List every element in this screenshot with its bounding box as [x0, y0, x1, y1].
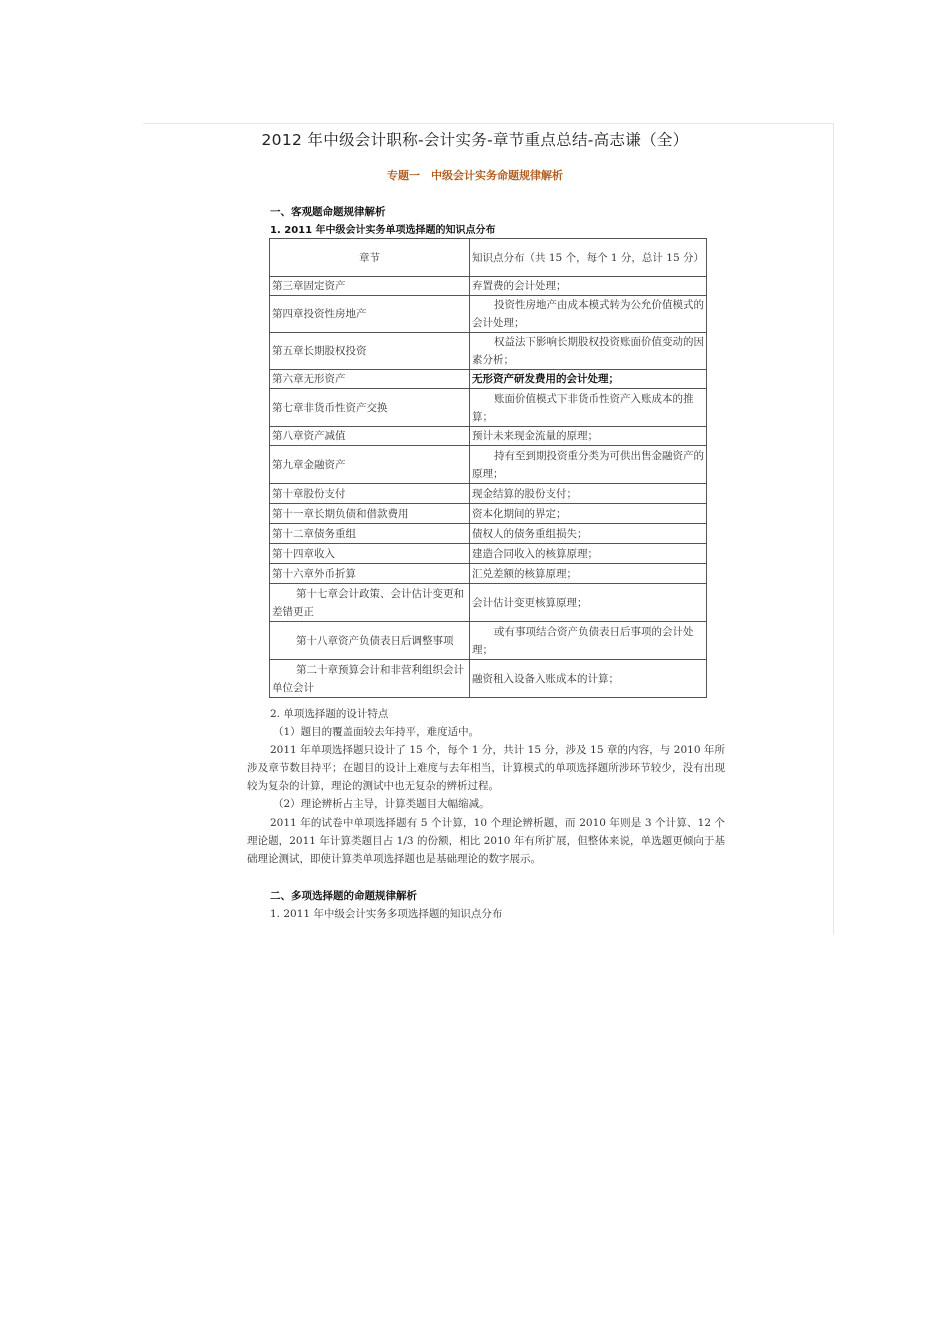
table-cell-chapter: 第十一章长期负债和借款费用	[270, 504, 470, 524]
table-cell-point: 融资租入设备入账成本的计算；	[470, 660, 707, 698]
table-row	[270, 484, 707, 504]
table-cell-chapter: 第七章非货币性资产交换	[270, 389, 470, 427]
table-cell-chapter: 第十六章外币折算	[270, 564, 470, 584]
subsection-heading-distribution: 1. 2011 年中级会计实务单项选择题的知识点分布	[270, 225, 496, 236]
table-cell-point: 债权人的债务重组损失；	[470, 524, 707, 544]
table-cell-point: 投资性房地产由成本模式转为公允价值模式的会计处理；	[470, 296, 707, 333]
table-row	[270, 544, 707, 564]
table-cell-point: 会计估计变更核算原理；	[470, 584, 707, 622]
design-point-1: （1）题目的覆盖面较去年持平，难度适中。	[273, 726, 480, 738]
table-cell-point: 资本化期间的界定；	[470, 504, 707, 524]
table-cell-chapter: 第十二章债务重组	[270, 524, 470, 544]
document-title: 2012 年中级会计职称-会计实务-章节重点总结-高志谦（全）	[261, 131, 689, 149]
table-row	[270, 660, 707, 698]
table-cell-chapter: 第五章长期股权投资	[270, 333, 470, 370]
table-cell-point: 权益法下影响长期股权投资账面价值变动的因素分析；	[470, 333, 707, 370]
table-row	[270, 333, 707, 370]
table-cell-chapter: 第九章金融资产	[270, 446, 470, 484]
table-cell-point: 建造合同收入的核算原理；	[470, 544, 707, 564]
table-cell-chapter: 第十四章收入	[270, 544, 470, 564]
table-cell-chapter: 第四章投资性房地产	[270, 296, 470, 333]
table-cell-chapter: 第八章资产减值	[270, 427, 470, 446]
table-row	[270, 446, 707, 484]
table-cell-point: 持有至到期投资重分类为可供出售金融资产的原理；	[470, 446, 707, 484]
table-row	[270, 504, 707, 524]
table-cell-point: 汇兑差额的核算原理；	[470, 564, 707, 584]
table-row	[270, 296, 707, 333]
table-cell-chapter: 第十七章会计政策、会计估计变更和差错更正	[270, 584, 470, 622]
table-header-row	[270, 239, 707, 277]
table-cell-point: 账面价值模式下非货币性资产入账成本的推算；	[470, 389, 707, 427]
subsection-heading-design: 2. 单项选择题的设计特点	[270, 708, 389, 720]
table-row	[270, 584, 707, 622]
table-row	[270, 277, 707, 296]
table-cell-chapter: 第十八章资产负债表日后调整事项	[270, 622, 470, 660]
table-header-chapter: 章节	[270, 239, 470, 277]
paragraph-2: 2011 年的试卷中单项选择题有 5 个计算，10 个理论辨析题，而 2010 年则是 3 个计算、12 个理论题，2011 年计算类题目占 1/3 的份额，相比 2010 年有所扩展，但整体来说，单选题更倾向于基础理论测试，即使计算类单项选择题也是基础理论的数字展示。	[247, 817, 725, 865]
design-point-2: （2）理论辨析占主导，计算类题目大幅缩减。	[273, 798, 490, 810]
subsection-heading-multiple-distribution: 1. 2011 年中级会计实务多项选择题的知识点分布	[270, 908, 503, 920]
table-cell-point: 弃置费的会计处理；	[470, 277, 707, 296]
table-cell-chapter: 第六章无形资产	[270, 370, 470, 389]
table-row	[270, 622, 707, 660]
table-cell-point: 现金结算的股份支付；	[470, 484, 707, 504]
table-cell-chapter: 第十章股份支付	[270, 484, 470, 504]
paragraph-1: 2011 年单项选择题只设计了 15 个，每个 1 分，共计 15 分，涉及 15 章的内容，与 2010 年所涉及章节数目持平；在题目的设计上难度与去年相当，计算模式的单项选择题所涉环节较少，没有出现较为复杂的计算，理论的测试中也无复杂的辨析过程。	[247, 744, 725, 792]
table-row	[270, 370, 707, 389]
table-row	[270, 389, 707, 427]
table-cell-chapter: 第二十章预算会计和非营利组织会计单位会计	[270, 660, 470, 698]
table-cell-point: 预计未来现金流量的原理；	[470, 427, 707, 446]
table-row	[270, 427, 707, 446]
section-heading-objective: 一、客观题命题规律解析	[270, 206, 386, 218]
knowledge-point-table	[269, 238, 707, 698]
table-header-distribution: 知识点分布（共 15 个，每个 1 分，总计 15 分）	[470, 239, 707, 277]
table-cell-point: 无形资产研发费用的会计处理；	[470, 370, 707, 389]
section-heading-multiple: 二、多项选择题的命题规律解析	[270, 890, 417, 902]
table-cell-point: 或有事项结合资产负债表日后事项的会计处理；	[470, 622, 707, 660]
table-row	[270, 524, 707, 544]
table-row	[270, 564, 707, 584]
table-cell-chapter: 第三章固定资产	[270, 277, 470, 296]
topic-heading: 专题一 中级会计实务命题规律解析	[387, 169, 563, 182]
